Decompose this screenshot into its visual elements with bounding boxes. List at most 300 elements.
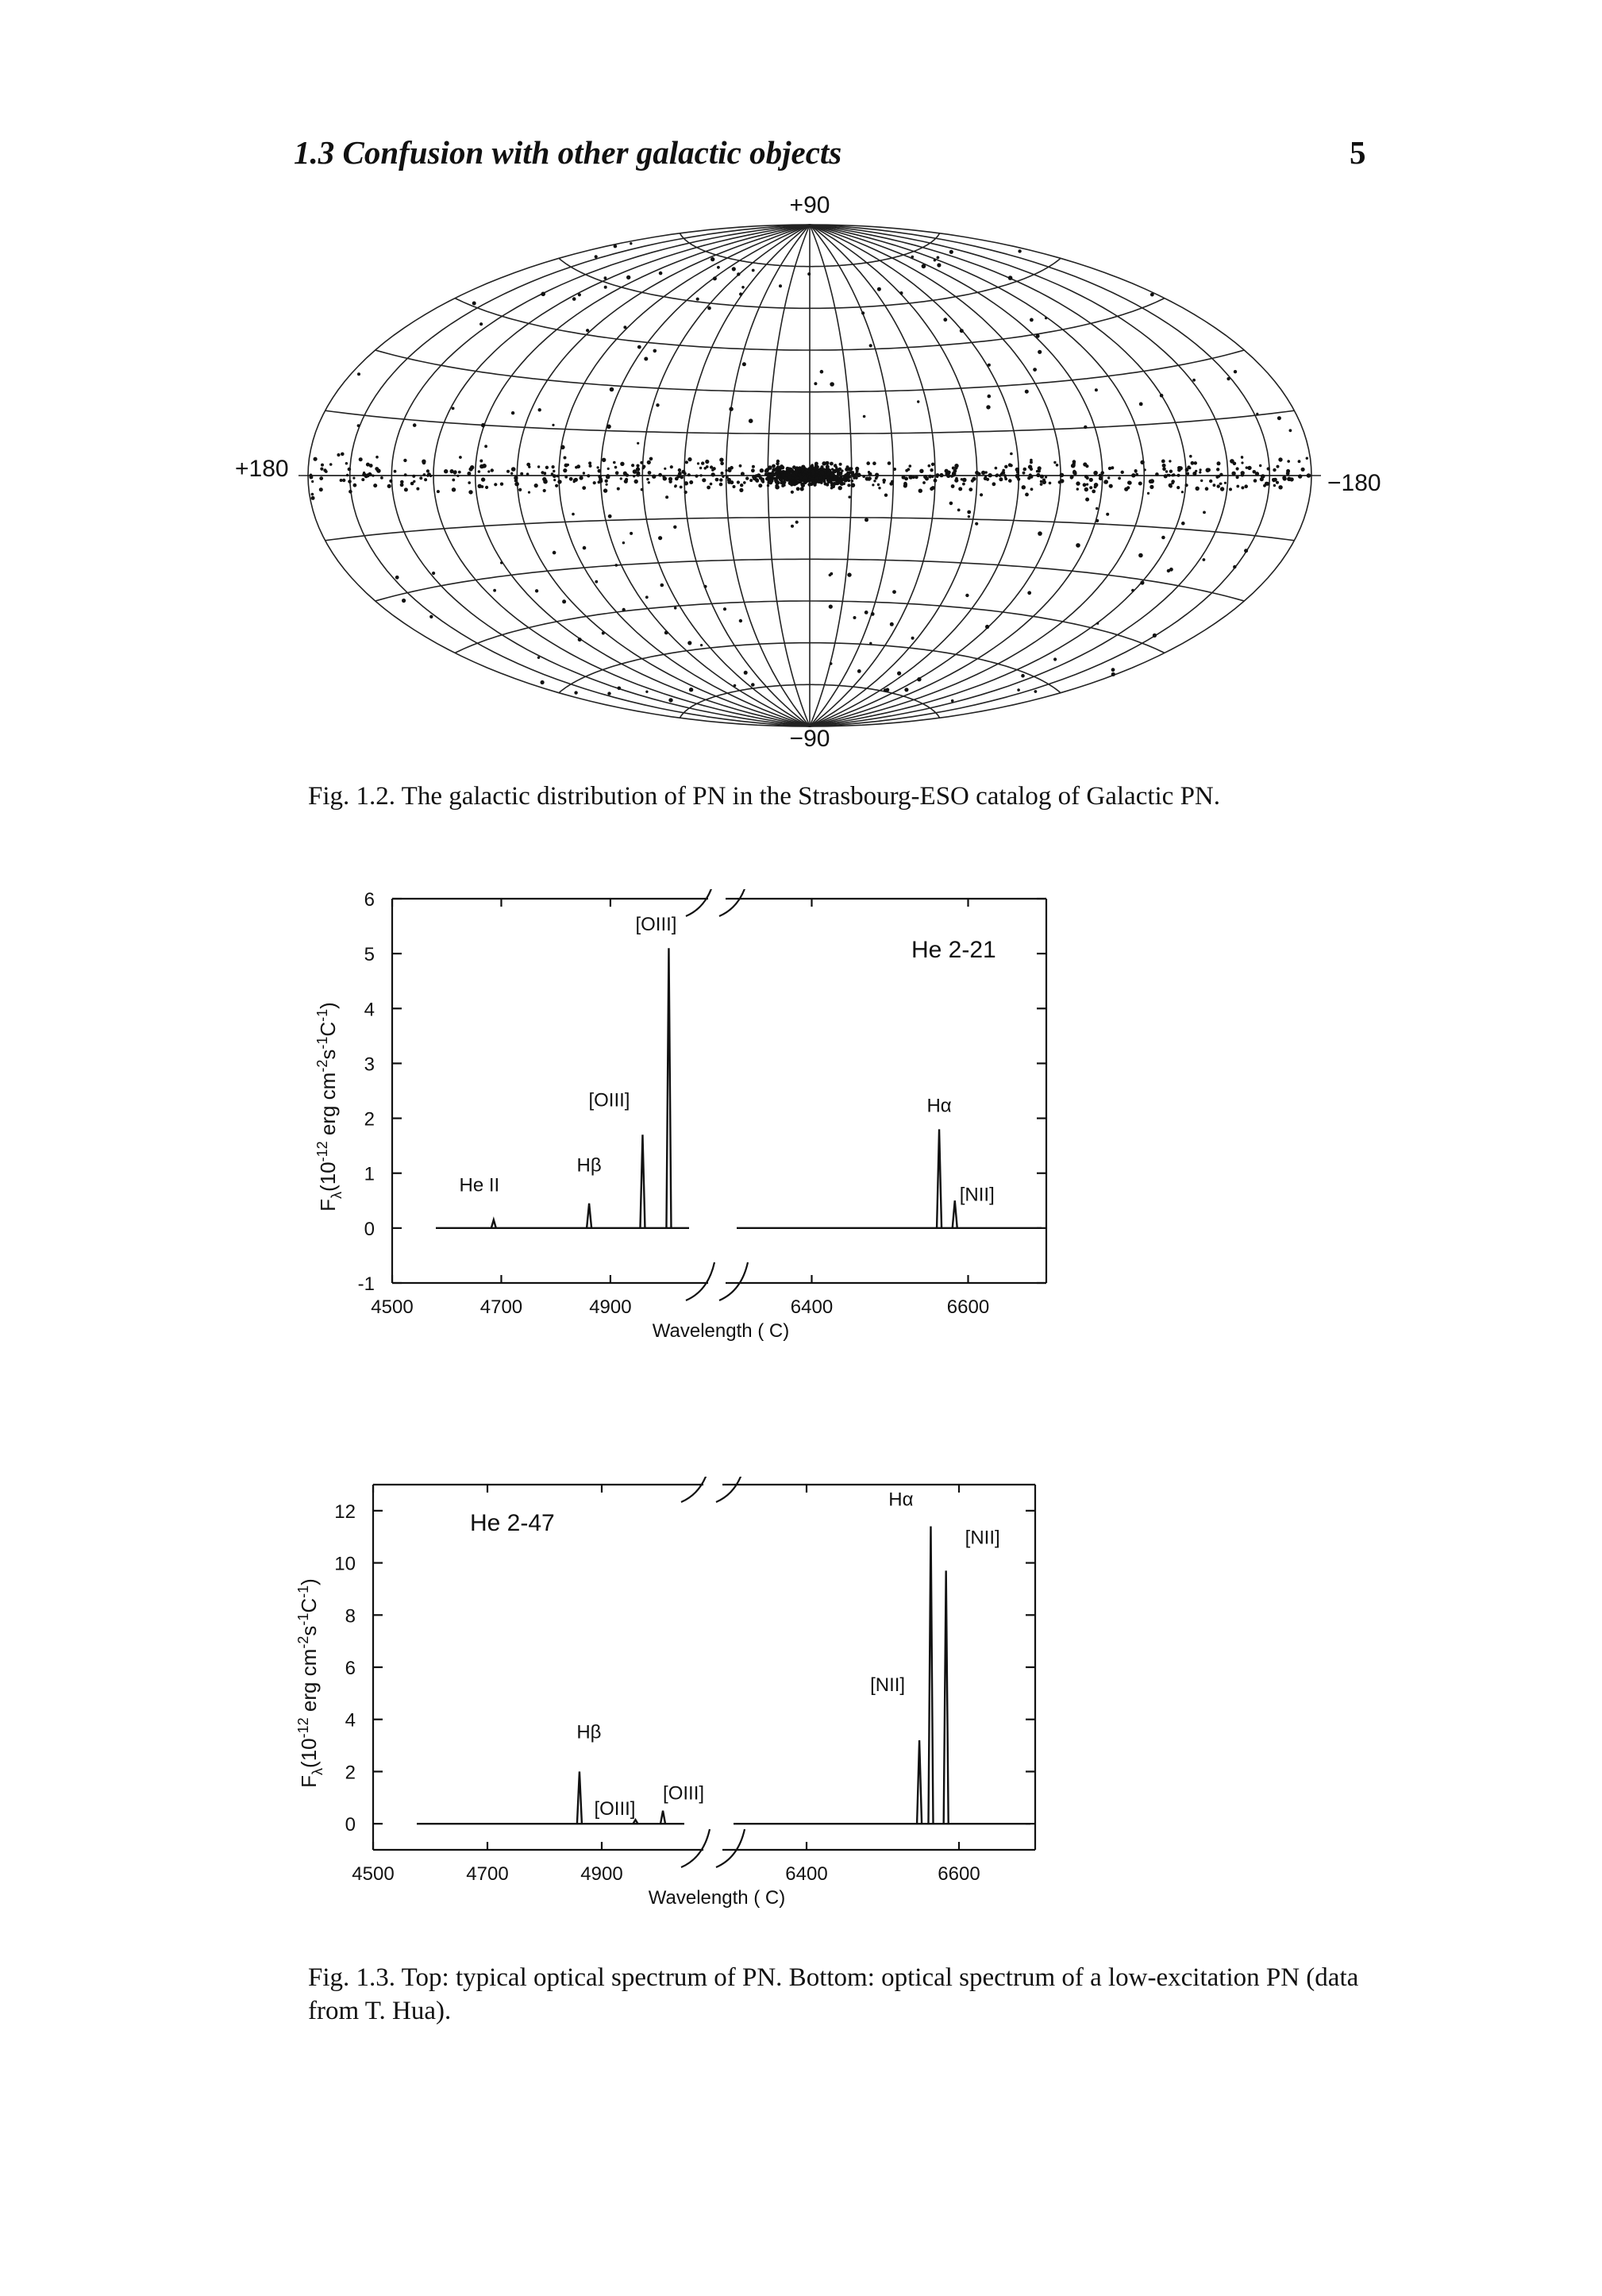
pn-point — [1298, 474, 1302, 478]
pn-point — [359, 457, 363, 461]
pn-point — [740, 483, 743, 487]
y-tick-label: 4 — [364, 999, 375, 1021]
pn-point — [1045, 317, 1047, 319]
pn-point — [1234, 370, 1237, 373]
pn-point — [482, 464, 487, 468]
pn-point — [595, 255, 598, 258]
pn-point — [1027, 591, 1031, 595]
pn-point — [811, 479, 814, 483]
pn-point — [658, 536, 662, 540]
pn-point — [869, 344, 872, 347]
pn-point — [1096, 622, 1099, 625]
pn-point — [1096, 507, 1098, 510]
pn-point — [922, 264, 926, 269]
pn-point — [1229, 487, 1232, 491]
pn-point — [1164, 474, 1168, 478]
pn-point — [553, 479, 556, 481]
pn-point — [835, 468, 838, 472]
pn-point — [988, 395, 992, 399]
pn-point — [320, 468, 323, 471]
pn-point — [781, 477, 784, 480]
pn-point — [1169, 483, 1173, 487]
pn-point — [319, 476, 323, 480]
pn-point — [999, 474, 1002, 477]
pn-point — [805, 468, 808, 471]
pn-point — [617, 487, 620, 491]
pn-point — [1045, 476, 1047, 478]
map-label-top: +90 — [789, 192, 830, 218]
pn-point — [602, 632, 605, 635]
pn-point — [1118, 477, 1121, 480]
pn-point — [1160, 394, 1164, 398]
pn-point — [337, 453, 340, 457]
pn-point — [1147, 492, 1150, 495]
spectrum-lines — [436, 948, 1042, 1228]
pn-point — [589, 464, 592, 468]
pn-point — [769, 479, 774, 483]
pn-point — [969, 487, 972, 491]
pn-point — [792, 483, 796, 487]
pn-point — [1224, 482, 1227, 484]
pn-point — [604, 276, 607, 279]
pn-point — [797, 473, 799, 476]
pn-point — [807, 480, 809, 482]
pn-point — [776, 460, 780, 463]
pn-point — [904, 688, 908, 691]
pn-point — [1030, 468, 1033, 471]
pn-point — [528, 465, 530, 468]
pn-point — [1027, 476, 1030, 480]
pn-point — [988, 473, 992, 477]
pn-point — [967, 510, 971, 514]
pn-point — [1089, 486, 1092, 489]
pn-point — [1177, 466, 1181, 470]
pn-point — [1233, 462, 1237, 466]
pn-point — [1022, 472, 1026, 475]
pn-point — [626, 275, 630, 279]
pn-point — [889, 482, 893, 486]
pn-point — [830, 662, 833, 665]
pn-point — [478, 484, 482, 488]
pn-point — [833, 476, 837, 480]
pn-point — [861, 311, 865, 314]
pn-point — [395, 576, 399, 580]
emission-line-label: Hβ — [576, 1154, 602, 1177]
pn-point — [458, 471, 461, 474]
pn-point — [781, 484, 784, 487]
pn-point — [919, 469, 923, 473]
pn-point — [624, 480, 628, 483]
pn-point — [637, 442, 639, 445]
pn-point — [607, 691, 610, 695]
pn-point — [857, 669, 861, 673]
pn-point — [872, 483, 874, 486]
pn-point — [681, 470, 685, 474]
spectrum-lines — [417, 1527, 1030, 1824]
pn-point — [812, 475, 814, 477]
pn-point — [958, 487, 962, 491]
pn-point — [348, 480, 352, 483]
pn-point — [904, 483, 907, 486]
emission-line-label: [NII] — [870, 1674, 906, 1696]
emission-line — [953, 1200, 957, 1228]
pn-point — [745, 476, 749, 480]
pn-point — [1149, 480, 1153, 483]
pn-point — [937, 256, 940, 260]
pn-point — [674, 607, 677, 610]
pn-point — [856, 469, 859, 472]
axis-break-mark — [716, 1829, 745, 1867]
pn-point — [949, 250, 953, 254]
pn-point — [912, 476, 915, 479]
pn-point — [710, 465, 713, 468]
pn-point — [470, 465, 474, 469]
x-tick-label: 6400 — [785, 1863, 828, 1885]
pn-point — [1040, 480, 1042, 483]
pn-point — [1278, 457, 1282, 461]
pn-point — [1191, 461, 1195, 465]
y-axis-label: $F_\lambda(10^{-12}$ erg $cm^{-2}s^{-1}C^{-1}$) — [295, 1578, 325, 1788]
pn-point — [569, 477, 573, 481]
pn-point — [739, 619, 742, 622]
pn-point — [459, 456, 462, 459]
pn-point — [930, 487, 934, 491]
pn-point — [838, 486, 842, 490]
pn-point — [429, 615, 433, 618]
x-tick-label: 6400 — [790, 1296, 834, 1318]
emission-line-label: Hβ — [576, 1721, 602, 1743]
pn-point — [541, 680, 545, 684]
pn-point — [645, 595, 649, 599]
emission-line-label: [NII] — [965, 1527, 1000, 1549]
galactic-map — [230, 183, 1389, 754]
pn-point — [578, 638, 582, 641]
pn-point — [372, 475, 374, 477]
pn-point — [853, 477, 855, 480]
pn-point — [329, 463, 333, 466]
pn-point — [618, 687, 622, 691]
pn-point — [1096, 519, 1099, 522]
pn-point — [865, 518, 868, 522]
pn-point — [1131, 473, 1135, 477]
pn-point — [578, 293, 581, 296]
pn-point — [670, 465, 673, 468]
pn-point — [452, 487, 456, 491]
pn-point — [707, 306, 711, 310]
page-number: 5 — [1350, 134, 1366, 171]
pn-point — [810, 466, 813, 469]
pn-point — [1236, 485, 1239, 488]
pn-point — [767, 484, 769, 487]
emission-line — [577, 1771, 582, 1824]
pn-point — [701, 461, 704, 464]
pn-point — [684, 481, 688, 485]
pn-point — [807, 272, 811, 275]
pn-point — [829, 605, 833, 609]
x-tick-label: 6600 — [938, 1863, 980, 1885]
pn-point — [882, 479, 886, 483]
pn-point — [481, 423, 485, 427]
pn-point — [380, 476, 383, 480]
pn-point — [1161, 460, 1165, 464]
pn-point — [1189, 455, 1192, 458]
x-axis-label: Wavelength ( C) — [652, 1320, 790, 1342]
pn-point — [551, 472, 554, 476]
pn-point — [884, 494, 888, 497]
pn-point — [1138, 553, 1143, 558]
pn-point — [917, 677, 921, 681]
pn-point — [858, 474, 861, 477]
pn-point — [314, 457, 318, 461]
pn-point — [939, 473, 943, 477]
pn-point — [1042, 479, 1046, 482]
pn-point — [863, 415, 866, 418]
pn-point — [375, 456, 379, 459]
y-tick-label: 8 — [345, 1605, 356, 1628]
pn-point — [911, 637, 915, 640]
pn-point — [1263, 484, 1266, 487]
pn-point — [1200, 480, 1203, 482]
pn-point — [357, 372, 360, 376]
pn-point — [1194, 461, 1197, 464]
x-tick-label: 4900 — [589, 1296, 632, 1318]
pn-point — [346, 474, 349, 476]
pn-point — [664, 468, 666, 470]
pn-point — [776, 475, 780, 478]
pn-point — [1196, 487, 1200, 491]
pn-point — [528, 491, 530, 494]
pn-point — [775, 468, 779, 472]
pn-point — [849, 467, 853, 470]
pn-point — [668, 698, 672, 702]
pn-point — [937, 263, 941, 267]
pn-point — [715, 478, 719, 482]
emission-line-label: [NII] — [959, 1184, 995, 1206]
map-label-bottom: −90 — [789, 726, 830, 752]
pn-point — [426, 469, 429, 472]
pn-point — [659, 272, 663, 275]
pn-point — [1307, 473, 1311, 478]
pn-point — [1169, 568, 1173, 572]
pn-point — [1218, 475, 1221, 478]
pn-point — [1076, 487, 1079, 490]
pn-point — [931, 476, 934, 478]
pn-point — [772, 464, 776, 468]
pn-point — [674, 485, 676, 487]
pn-point — [962, 483, 965, 486]
pn-point — [1253, 479, 1257, 483]
pn-point — [934, 479, 938, 483]
pn-point — [925, 477, 929, 481]
pn-point — [877, 287, 881, 291]
pn-point — [761, 479, 764, 483]
pn-point — [1095, 388, 1098, 391]
pn-point — [1060, 473, 1065, 478]
y-axis-label: $F_\lambda(10^{-12}$ erg $cm^{-2}s^{-1}C^{-1}$) — [314, 1002, 345, 1212]
pn-point — [575, 466, 578, 469]
pn-point — [1017, 688, 1020, 691]
pn-point — [1121, 471, 1124, 474]
pn-point — [685, 460, 688, 464]
pn-point — [588, 461, 591, 464]
pn-point — [723, 607, 726, 611]
pn-point — [952, 473, 956, 477]
pn-point — [1056, 464, 1059, 467]
pn-point — [452, 407, 455, 410]
pn-point — [732, 267, 736, 271]
pn-point — [400, 483, 404, 487]
pn-point — [826, 483, 829, 486]
pn-point — [1138, 482, 1142, 486]
pn-point — [954, 464, 958, 468]
pn-point — [726, 476, 729, 479]
pn-point — [728, 467, 731, 470]
pn-point — [893, 468, 896, 471]
pn-point — [928, 464, 931, 468]
pn-point — [636, 464, 639, 468]
pn-point — [999, 477, 1003, 481]
pn-point — [1038, 531, 1042, 536]
pn-point — [1008, 463, 1012, 467]
pn-point — [412, 475, 415, 478]
pn-point — [684, 491, 687, 494]
map-label-right: −180 — [1327, 470, 1381, 496]
pn-point — [1070, 476, 1073, 479]
pn-point — [1010, 453, 1013, 456]
pn-point — [830, 382, 834, 387]
pn-point — [479, 460, 483, 463]
y-tick-label: 4 — [345, 1709, 356, 1732]
pn-point — [742, 362, 746, 366]
pn-point — [1008, 479, 1012, 483]
pn-point — [1273, 484, 1276, 487]
pn-point — [1084, 426, 1087, 429]
x-tick-label: 4700 — [466, 1863, 509, 1885]
pn-point — [636, 473, 640, 477]
pn-point — [394, 470, 397, 473]
pn-point — [362, 472, 366, 476]
pn-point — [780, 464, 784, 468]
pn-point — [444, 469, 448, 473]
pn-point — [424, 478, 427, 481]
pn-point — [1203, 558, 1206, 561]
pn-point — [541, 292, 545, 297]
pn-point — [1111, 466, 1114, 469]
pn-point — [1004, 477, 1007, 480]
pn-point — [696, 298, 699, 301]
pn-point — [452, 479, 455, 482]
pn-point — [1186, 472, 1189, 476]
pn-point — [644, 357, 648, 361]
pn-point — [702, 478, 706, 482]
pn-point — [573, 479, 576, 482]
pn-point — [514, 482, 519, 487]
pn-point — [764, 469, 768, 473]
x-tick-label: 4500 — [371, 1296, 414, 1318]
pn-point — [1203, 511, 1206, 514]
pn-point — [1278, 485, 1282, 489]
pn-point — [319, 487, 323, 491]
pn-point — [487, 470, 490, 472]
pn-point — [796, 467, 800, 471]
pn-point — [1169, 470, 1173, 473]
pn-point — [985, 625, 989, 629]
pn-point — [563, 468, 567, 472]
pn-point — [796, 487, 800, 491]
pn-point — [719, 458, 723, 462]
pn-point — [1150, 293, 1154, 297]
pn-point — [1217, 461, 1221, 465]
pn-point — [341, 453, 345, 457]
pn-point — [934, 259, 936, 261]
pn-point — [687, 473, 691, 476]
x-tick-label: 4500 — [352, 1863, 395, 1885]
pn-point — [607, 474, 610, 477]
pn-point — [744, 671, 748, 675]
pn-point — [518, 488, 522, 491]
pn-point — [1140, 580, 1144, 584]
pn-point — [872, 461, 876, 465]
pn-point — [713, 276, 717, 280]
pn-point — [918, 489, 922, 493]
pn-point — [1131, 589, 1134, 592]
pn-point — [1004, 465, 1007, 468]
pn-point — [1287, 460, 1290, 463]
pn-point — [1287, 477, 1292, 482]
pn-point — [1018, 249, 1021, 252]
pn-point — [1283, 476, 1287, 480]
pn-point — [608, 514, 612, 518]
spectrum-he2-47 — [0, 1477, 1602, 1953]
pn-point — [345, 462, 348, 464]
pn-point — [1286, 472, 1290, 476]
pn-point — [514, 476, 518, 480]
pn-point — [821, 472, 825, 476]
pn-point — [795, 521, 799, 524]
pn-point — [553, 470, 555, 472]
pn-point — [1247, 466, 1251, 470]
pn-point — [717, 266, 720, 269]
axis-break-mark — [719, 889, 748, 916]
pn-point — [719, 478, 722, 481]
pn-point — [838, 480, 841, 483]
y-tick-label: 0 — [345, 1814, 356, 1836]
pn-point — [1106, 513, 1109, 516]
pn-point — [769, 475, 772, 478]
pn-point — [1241, 486, 1244, 489]
pn-point — [560, 445, 565, 450]
pn-point — [1162, 467, 1166, 471]
pn-point — [1169, 460, 1171, 462]
pn-point — [484, 445, 487, 448]
pn-point — [1209, 480, 1212, 483]
axis-break-mark — [686, 1262, 714, 1300]
pn-point — [1200, 468, 1202, 471]
pn-point — [582, 486, 586, 490]
pn-point — [1111, 668, 1115, 672]
pn-point — [1093, 471, 1098, 476]
pn-point — [1298, 460, 1301, 463]
pn-point — [842, 482, 845, 485]
pn-point — [648, 471, 652, 475]
map-label-left: +180 — [235, 456, 289, 482]
pn-point — [1030, 318, 1034, 322]
pn-point — [1273, 468, 1276, 472]
pn-point — [792, 465, 796, 469]
pn-point — [1216, 468, 1219, 471]
pn-point — [665, 495, 668, 499]
pn-point — [1103, 480, 1108, 484]
